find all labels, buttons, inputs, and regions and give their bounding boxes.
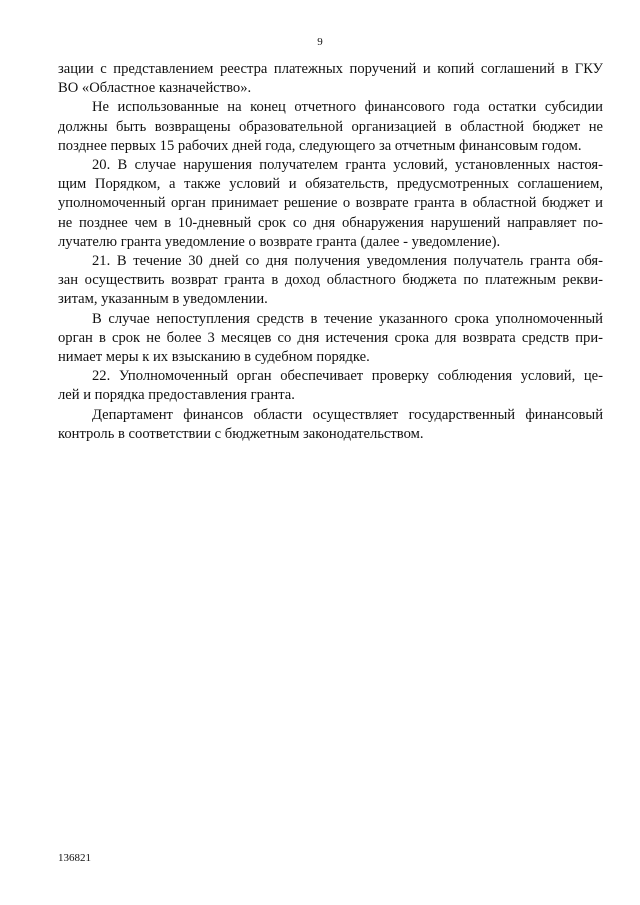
text-line: В случае непоступления средств в течение указанного срока уполномоченный <box>92 310 603 327</box>
text-line: зан осуществить возврат гранта в доход областного бюджета по платежным рекви- <box>58 272 603 289</box>
paragraph <box>58 367 603 405</box>
document-id: 136821 <box>58 852 91 864</box>
text-line: 22. Уполномоченный орган обеспечивает проверку соблюдения условий, це- <box>92 368 603 385</box>
text-line: зитам, указанным в уведомлении. <box>58 291 268 308</box>
paragraph <box>58 60 603 98</box>
text-line: щим Порядком, а также условий и обязательств, предусмотренных соглашением, <box>58 176 603 193</box>
text-line: 20. В случае нарушения получателем гранта условий, установленных настоя- <box>92 157 603 174</box>
text-line: должны быть возвращены образовательной организацией в областной бюджет не <box>58 118 603 135</box>
text-line: зации с представлением реестра платежных поручений и копий соглашений в ГКУ <box>58 61 603 77</box>
paragraph <box>58 406 603 444</box>
text-line: орган в срок не более 3 месяцев со дня истечения срока для возврата средств при- <box>58 329 603 346</box>
paragraph <box>58 156 603 252</box>
text-line: Не использованные на конец отчетного финансового года остатки субсидии <box>92 99 603 116</box>
paragraph <box>58 310 603 368</box>
text-line: Департамент финансов области осуществляет государственный финансовый <box>92 406 603 423</box>
text-line: лей и порядка предоставления гранта. <box>58 387 295 404</box>
text-line: 21. В течение 30 дней со дня получения уведомления получатель гранта обя- <box>92 253 603 270</box>
paragraph <box>58 98 603 156</box>
document-body <box>58 60 603 444</box>
text-line: нимает меры к их взысканию в судебном порядке. <box>58 349 370 366</box>
text-line: лучателю гранта уведомление о возврате гранта (далее - уведомление). <box>58 233 501 250</box>
paragraph <box>58 252 603 310</box>
text-line: уполномоченный орган принимает решение о возврате гранта в областной бюджет и <box>58 195 603 212</box>
text-line: ВО «Областное казначейство». <box>58 80 252 97</box>
text-line: позднее первых 15 рабочих дней года, следующего за отчетным финансовым годом. <box>58 137 582 154</box>
page-number: 9 <box>317 36 323 48</box>
text-line: контроль в соответствии с бюджетным законодательством. <box>58 425 424 442</box>
text-line: не позднее чем в 10-дневный срок со дня обнаружения нарушений направляет по- <box>58 214 603 231</box>
